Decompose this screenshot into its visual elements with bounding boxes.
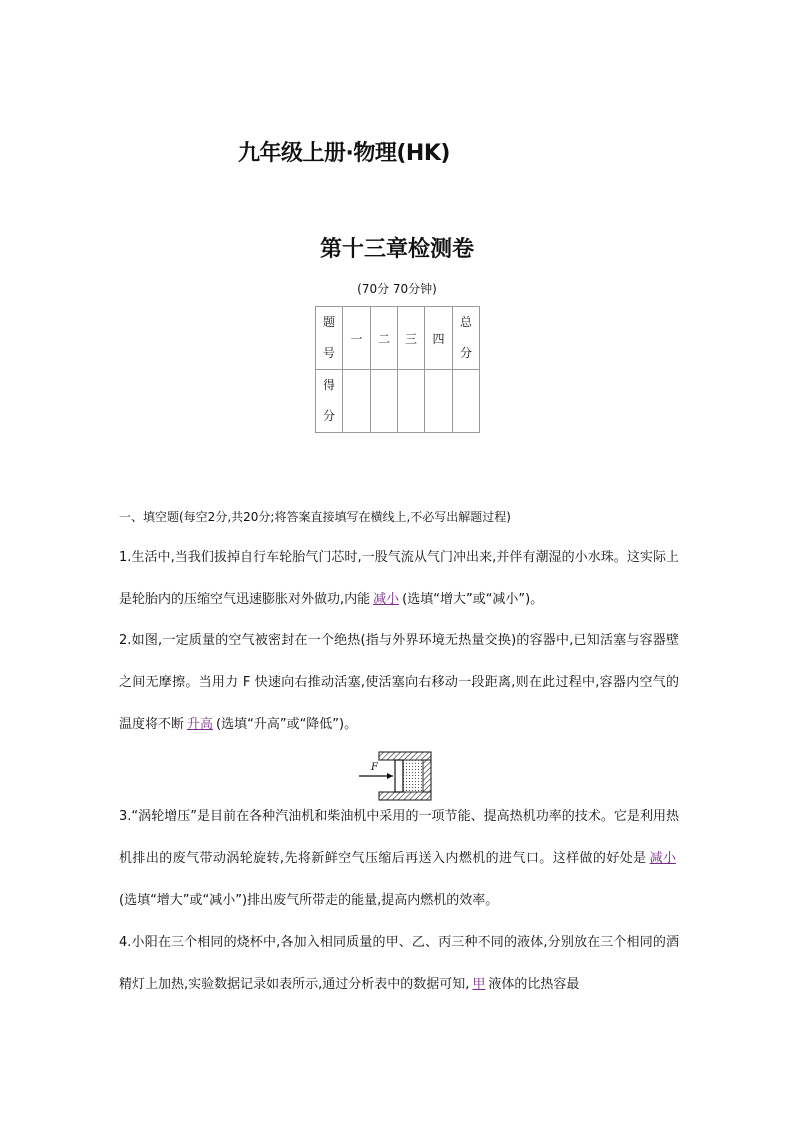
trapped-air [403, 760, 423, 792]
score-input-cell [453, 370, 480, 433]
score-cell: 三 [398, 307, 425, 370]
book-title: 九年级上册·物理(HK) [238, 141, 450, 166]
score-cell: 总分 [453, 307, 480, 370]
score-cell: 一 [343, 307, 371, 370]
answer-blank: 甲 [472, 977, 486, 992]
score-cell: 四 [425, 307, 453, 370]
score-input-cell [398, 370, 425, 433]
answer-blank: 减小 [649, 851, 676, 866]
question-text: 1.生活中,当我们拔掉自行车轮胎气门芯时,一股气流从气门冲出来,并伴有潮湿的小水珠。这实际上是轮胎内的压缩空气迅速膨胀对外做功,内能 [119, 550, 679, 607]
question-3 [119, 796, 679, 922]
score-table-score-row [316, 370, 480, 433]
force-label: F [371, 762, 378, 773]
question-4 [119, 922, 679, 1006]
section-heading: 一、填空题(每空2分,共20分;将答案直接填写在横线上,不必写出解题过程) [119, 510, 511, 524]
chapter-title: 第十三章检测卷 [319, 237, 474, 262]
container-top-wall [379, 752, 431, 760]
question-text: 2.如图,一定质量的空气被密封在一个绝热(指与外界环境无热量交换)的容器中,已知活塞与容器壁之间无摩擦。当用力 F 快速向右推动活塞,使活塞向右移动一段距离,则在此过程中,容器内空气的温度将不断 [119, 633, 679, 732]
score-cell: 得分 [316, 370, 343, 433]
score-input-cell [425, 370, 453, 433]
question-text: 3.“涡轮增压”是目前在各种汽油机和柴油机中采用的一项节能、提高热机功率的技术。它是利用热机排出的废气带动涡轮旋转,先将新鲜空气压缩后再送入内燃机的进气口。这样做的好处是 [119, 809, 679, 866]
score-cell: 题号 [316, 307, 343, 370]
arrow-head-icon [387, 773, 393, 779]
question-text: (选填“增大”或“减小”)排出废气所带走的能量,提高内燃机的效率。 [119, 893, 499, 908]
piston-container-figure [357, 750, 437, 802]
question-2 [119, 620, 679, 746]
question-1 [119, 537, 679, 621]
exam-subtitle: (70分 70分钟) [357, 282, 437, 296]
question-text: 4.小阳在三个相同的烧杯中,各加入相同质量的甲、乙、丙三种不同的液体,分别放在三个相同的酒精灯上加热,实验数据记录如表所示,通过分析表中的数据可知, [119, 935, 679, 992]
question-text: (选填“增大”或“减小”)。 [402, 592, 544, 607]
score-input-cell [343, 370, 371, 433]
container-end-wall [423, 760, 431, 792]
piston [395, 760, 403, 792]
score-cell: 二 [371, 307, 398, 370]
answer-blank: 升高 [187, 717, 214, 732]
question-text: 液体的比热容最 [488, 977, 580, 992]
answer-blank: 减小 [373, 592, 400, 607]
score-input-cell [371, 370, 398, 433]
question-text: (选填“升高”或“降低”)。 [216, 717, 358, 732]
score-table [315, 306, 480, 433]
score-table-header-row [316, 307, 480, 370]
